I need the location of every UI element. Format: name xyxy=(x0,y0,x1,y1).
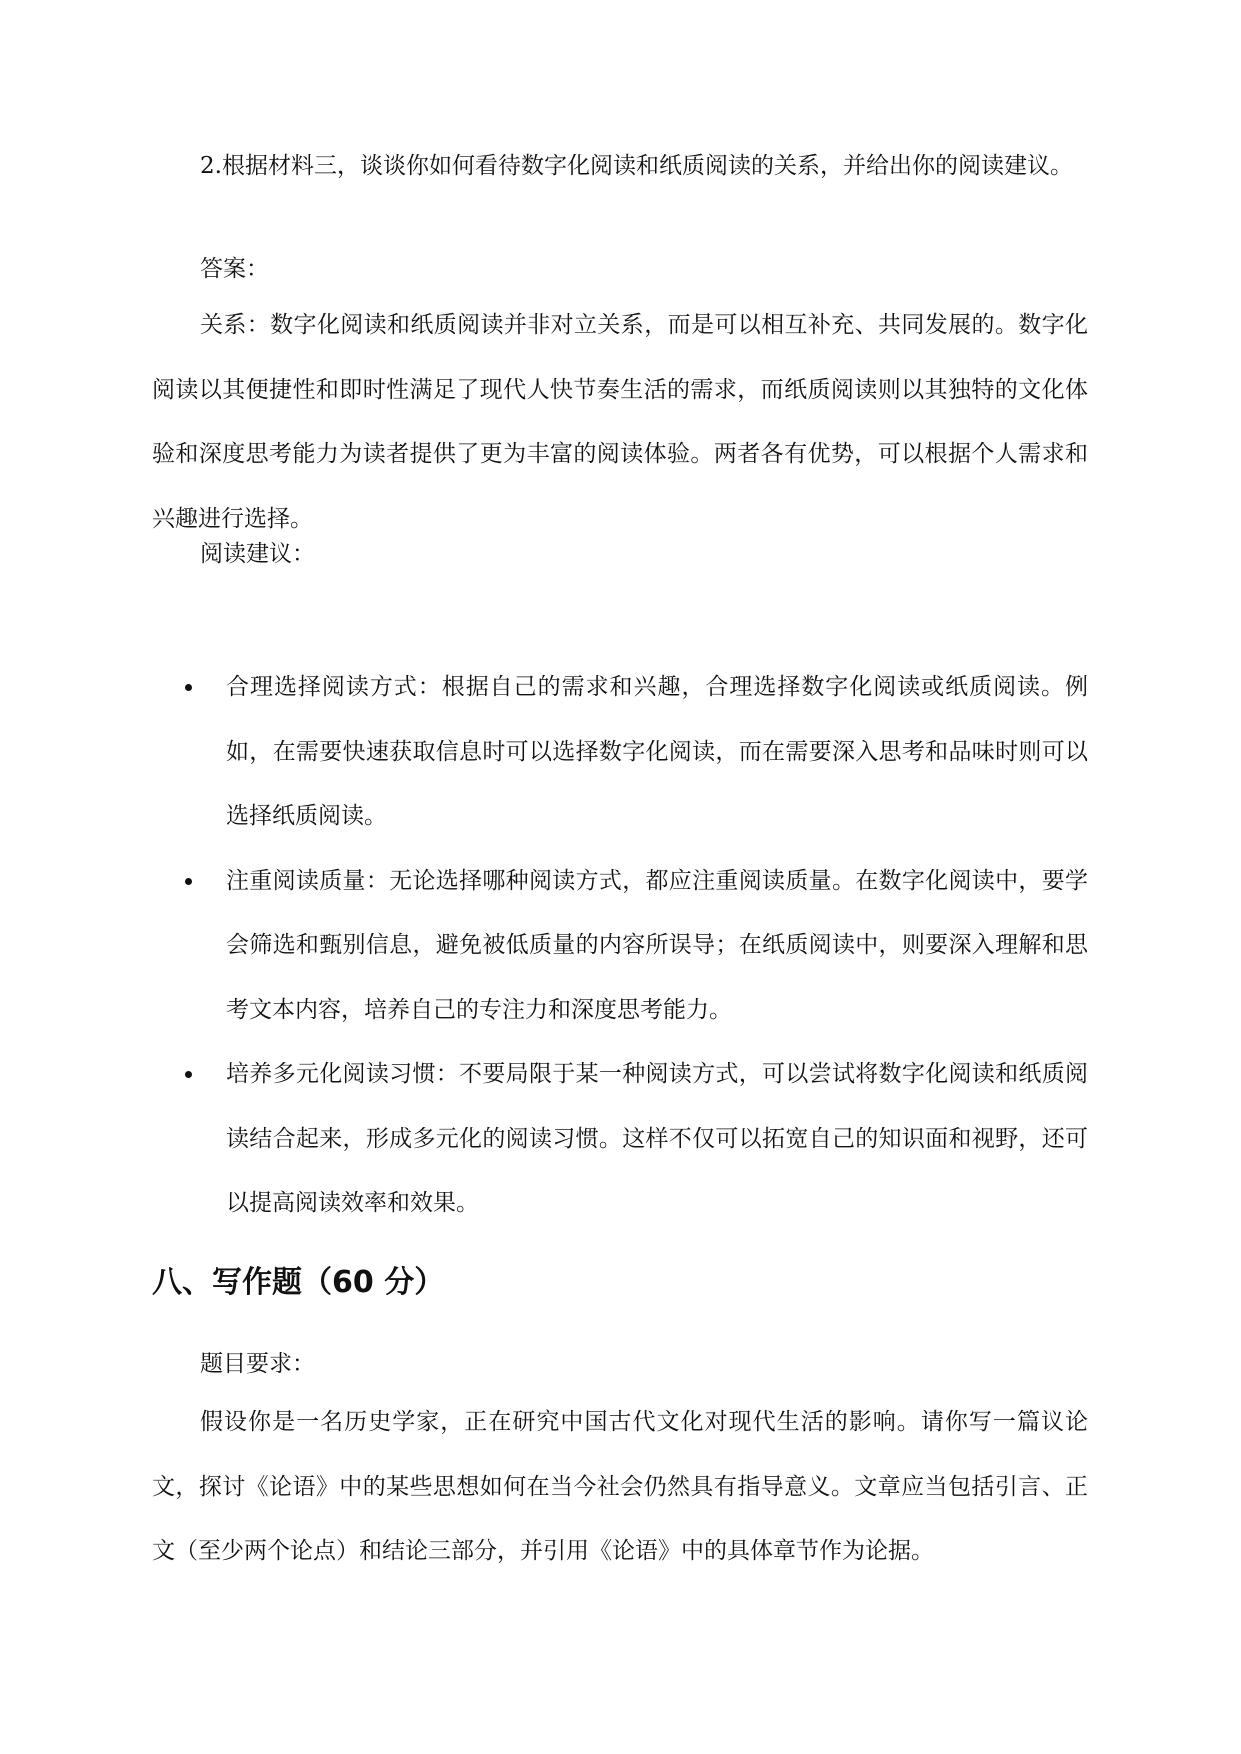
section-heading: 八、写作题（60 分） xyxy=(152,1265,445,1300)
bullet-icon xyxy=(185,1071,192,1078)
list-item xyxy=(152,849,1088,1043)
suggestion-list xyxy=(152,655,1088,1236)
question-text: 2.根据材料三，谈谈你如何看待数字化阅读和纸质阅读的关系，并给出你的阅读建议。 xyxy=(200,153,1073,179)
list-item xyxy=(152,1042,1088,1236)
suggestion-text: 合理选择阅读方式：根据自己的需求和兴趣，合理选择数字化阅读或纸质阅读。例如，在需要快速获取信息时可以选择数字化阅读，而在需要深入思考和品味时则可以选择纸质阅读。 xyxy=(226,674,1088,829)
suggestion-text: 培养多元化阅读习惯：不要局限于某一种阅读方式，可以尝试将数字化阅读和纸质阅读结合起来，形成多元化的阅读习惯。这样不仅可以拓宽自己的知识面和视野，还可以提高阅读效率和效果。 xyxy=(226,1061,1088,1216)
bullet-icon xyxy=(185,684,192,691)
list-item xyxy=(152,655,1088,849)
relation-paragraph: 关系：数字化阅读和纸质阅读并非对立关系，而是可以相互补充、共同发展的。数字化阅读以其便捷性和即时性满足了现代人快节奏生活的需求，而纸质阅读则以其独特的文化体验和深度思考能力为读者提供了更为丰富的阅读体验。两者各有优势，可以根据个人需求和兴趣进行选择。 xyxy=(152,312,1088,532)
bullet-icon xyxy=(185,878,192,885)
suggestion-label: 阅读建议： xyxy=(200,541,315,567)
writing-prompt: 假设你是一名历史学家，正在研究中国古代文化对现代生活的影响。请你写一篇议论文，探讨《论语》中的某些思想如何在当今社会仍然具有指导意义。文章应当包括引言、正文（至少两个论点）和结论三部分，并引用《论语》中的具体章节作为论据。 xyxy=(152,1409,1088,1564)
requirement-label: 题目要求： xyxy=(200,1351,315,1377)
answer-label: 答案： xyxy=(200,256,269,282)
suggestion-text: 注重阅读质量：无论选择哪种阅读方式，都应注重阅读质量。在数字化阅读中，要学会筛选和甄别信息，避免被低质量的内容所误导；在纸质阅读中，则要深入理解和思考文本内容，培养自己的专注力和深度思考能力。 xyxy=(226,867,1088,1023)
